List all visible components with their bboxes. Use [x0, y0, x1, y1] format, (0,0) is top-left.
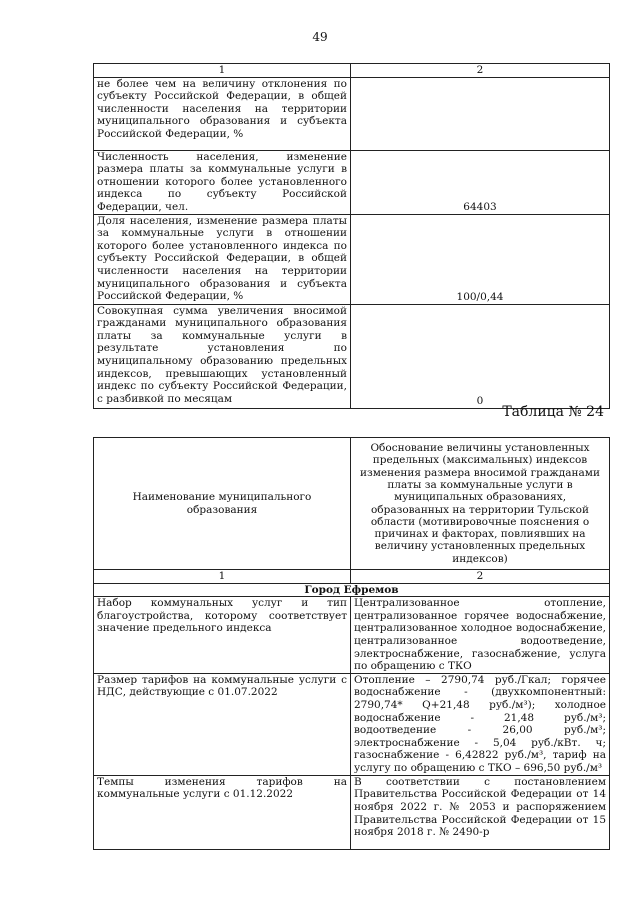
table-row	[94, 304, 610, 408]
row-value: Централизованное отопление, централизованное горячее водоснабжение, централизованное холодное водоснабжение, централизованное водоотведение, электроснабжение, газоснабжение, услуга по обращению с ТКО	[351, 597, 610, 674]
row-label: Размер тарифов на коммунальные услуги с НДС, действующие с 01.07.2022	[94, 673, 351, 775]
row-value: 100/0,44	[351, 214, 610, 304]
column-number-2: 2	[351, 570, 610, 584]
row-label: Набор коммунальных услуг и тип благоустройства, которому соответствует значение предельного индекса	[94, 597, 351, 674]
header-municipality: Наименование муниципального образования	[94, 438, 351, 570]
row-value: 0	[351, 304, 610, 408]
row-label: Темпы изменения тарифов на коммунальные услуги с 01.12.2022	[94, 775, 351, 849]
table-caption: Таблица № 24	[502, 404, 604, 420]
row-value	[351, 77, 610, 150]
page-number: 49	[312, 30, 328, 44]
table-header-row	[94, 438, 610, 570]
table-row	[94, 597, 610, 674]
row-label: Численность населения, изменение размера платы за коммунальные услуги в отношении которого более установленного индекса по субъекту Российской Федерации, чел.	[94, 150, 351, 214]
row-label: не более чем на величину отклонения по субъекту Российской Федерации, в общей численности населения на территории муниципального образования и субъекта Российской Федерации, %	[94, 77, 351, 150]
column-number-1: 1	[94, 64, 351, 78]
indicators-table	[93, 63, 610, 409]
row-label: Совокупная сумма увеличения вносимой гражданами муниципального образования платы за коммунальные услуги в результате установления по муниципальному образованию предельных индексов, превышающих установленный индекс по субъекту Российской Федерации, с разбивкой по месяцам	[94, 304, 351, 408]
justification-table	[93, 437, 610, 850]
table-header-row	[94, 64, 610, 78]
table-row	[94, 775, 610, 849]
row-value: Отопление – 2790,74 руб./Гкал; горячее водоснабжение - (двухкомпонентный: 2790,74* Q+21,48 руб./м³); холодное водоснабжение - 21,48 руб./м³; водоотведение - 26,00 руб./м³; электроснабжение - 5,04 руб./кВт. ч; газоснабжение - 6,42822 руб./м³, тариф на услугу по обращению с ТКО – 696,50 руб./м³	[351, 673, 610, 775]
column-number-2: 2	[351, 64, 610, 78]
column-number-1: 1	[94, 570, 351, 584]
row-value: 64403	[351, 150, 610, 214]
city-name: Город Ефремов	[94, 583, 610, 597]
column-number-row	[94, 570, 610, 584]
table-row	[94, 673, 610, 775]
table-row	[94, 214, 610, 304]
row-label: Доля населения, изменение размера платы за коммунальные услуги в отношении которого более установленного индекса по субъекту Российской Федерации, в общей численности населения на территории муниципального образования и субъекта Российской Федерации, %	[94, 214, 351, 304]
row-value: В соответствии с постановлением Правительства Российской Федерации от 14 ноября 2022 г. № 2053 и распоряжением Правительства Российской Федерации от 15 ноября 2018 г. № 2490-р	[351, 775, 610, 849]
table-row	[94, 150, 610, 214]
city-row	[94, 583, 610, 597]
table-row	[94, 77, 610, 150]
header-justification: Обоснование величины установленных предельных (максимальных) индексов изменения размера вносимой гражданами платы за коммунальные услуги в муниципальных образованиях, образованных на территории Тульской области (мотивировочные пояснения о причинах и факторах, повлиявших на величину установленных предельных индексов)	[351, 438, 610, 570]
